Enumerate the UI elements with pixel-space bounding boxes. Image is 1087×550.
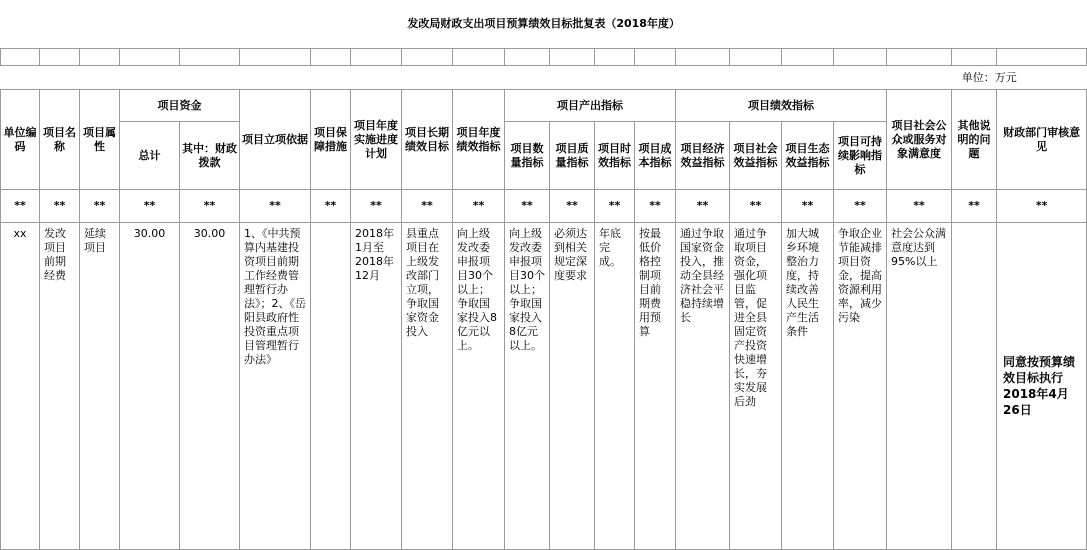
star-cell: **: [505, 190, 550, 223]
cell-review: 同意按预算绩效目标执行 2018年4月26日: [997, 223, 1087, 550]
star-cell: **: [887, 190, 952, 223]
placeholder-row: [1, 190, 1087, 223]
star-cell: **: [595, 190, 635, 223]
star-cell: **: [402, 190, 453, 223]
star-cell: **: [550, 190, 595, 223]
cell-schedule: 2018年1月至2018年12月: [351, 223, 402, 550]
cell-ecological: 加大城乡环境整治力度，持续改善人民生产生活条件: [782, 223, 834, 550]
star-cell: **: [240, 190, 311, 223]
header-fiscal: 其中：财政拨款: [180, 122, 240, 190]
cell-guarantee: [311, 223, 351, 550]
header-timeliness: 项目时效指标: [595, 122, 635, 190]
table-row: [1, 223, 1087, 550]
star-cell: **: [311, 190, 351, 223]
star-cell: **: [120, 190, 180, 223]
cell-timeliness: 年底完成。: [595, 223, 635, 550]
star-cell: **: [351, 190, 402, 223]
page-title: 发改局财政支出项目预算绩效目标批复表（2018年度）: [1, 0, 1087, 49]
star-cell: **: [453, 190, 505, 223]
cell-basis: 1、《中共预算内基建投资项目前期工作经费管理暂行办法》；2、《岳阳县政府性投资重点项目管理暂行办法》: [240, 223, 311, 550]
cell-quality: 必须达到相关规定深度要求: [550, 223, 595, 550]
star-cell: **: [40, 190, 80, 223]
header-sustainable: 项目可持续影响指标: [834, 122, 887, 190]
cell-fiscal: 30.00: [180, 223, 240, 550]
header-other: 其他说明的问题: [952, 90, 997, 190]
header-long-term: 项目长期绩效目标: [402, 90, 453, 190]
star-cell: **: [676, 190, 730, 223]
header-funds-group: 项目资金: [120, 90, 240, 122]
cell-social: 通过争取项目资金，强化项目监管，促进全县固定资产投资快速增长，夯实发展后劲: [730, 223, 782, 550]
star-cell: **: [180, 190, 240, 223]
star-cell: **: [1, 190, 40, 223]
cell-total: 30.00: [120, 223, 180, 550]
header-project-name: 项目名称: [40, 90, 80, 190]
cell-quantity: 向上级发改委申报项目30个以上；争取国家投入8亿元以上。: [505, 223, 550, 550]
header-basis: 项目立项依据: [240, 90, 311, 190]
cell-other: [952, 223, 997, 550]
cell-economic: 通过争取国家资金投入，推动全县经济社会平稳持续增长: [676, 223, 730, 550]
cell-unit-code: xx: [1, 223, 40, 550]
star-cell: **: [730, 190, 782, 223]
header-review: 财政部门审核意见: [997, 90, 1087, 190]
star-cell: **: [834, 190, 887, 223]
header-quantity: 项目数量指标: [505, 122, 550, 190]
header-economic: 项目经济效益指标: [676, 122, 730, 190]
header-project-attr: 项目属性: [80, 90, 120, 190]
cell-sustainable: 争取企业节能减排项目资金，提高资源利用率，减少污染: [834, 223, 887, 550]
header-unit-code: 单位编码: [1, 90, 40, 190]
cell-project-name: 发改项目前期经费: [40, 223, 80, 550]
header-total: 总计: [120, 122, 180, 190]
cell-satisfaction: 社会公众满意度达到95%以上: [887, 223, 952, 550]
star-cell: **: [952, 190, 997, 223]
header-ecological: 项目生态效益指标: [782, 122, 834, 190]
header-social: 项目社会效益指标: [730, 122, 782, 190]
header-effect-group: 项目绩效指标: [676, 90, 887, 122]
star-cell: **: [80, 190, 120, 223]
header-cost: 项目成本指标: [635, 122, 676, 190]
star-cell: **: [635, 190, 676, 223]
header-satisfaction: 项目社会公众或服务对象满意度: [887, 90, 952, 190]
cell-long-term: 县重点项目在上级发改部门立项，争取国家资金投入: [402, 223, 453, 550]
header-guarantee: 项目保障措施: [311, 90, 351, 190]
header-schedule: 项目年度实施进度计划: [351, 90, 402, 190]
cell-cost: 按最低价格控制项目前期费用预算: [635, 223, 676, 550]
star-cell: **: [782, 190, 834, 223]
star-cell: **: [997, 190, 1087, 223]
header-quality: 项目质量指标: [550, 122, 595, 190]
spacer-row: [1, 49, 1087, 66]
header-annual: 项目年度绩效指标: [453, 90, 505, 190]
cell-annual: 向上级发改委申报项目30个以上；争取国家投入8亿元以上。: [453, 223, 505, 550]
unit-label: 单位：万元: [1, 66, 1087, 90]
header-output-group: 项目产出指标: [505, 90, 676, 122]
cell-project-attr: 延续项目: [80, 223, 120, 550]
